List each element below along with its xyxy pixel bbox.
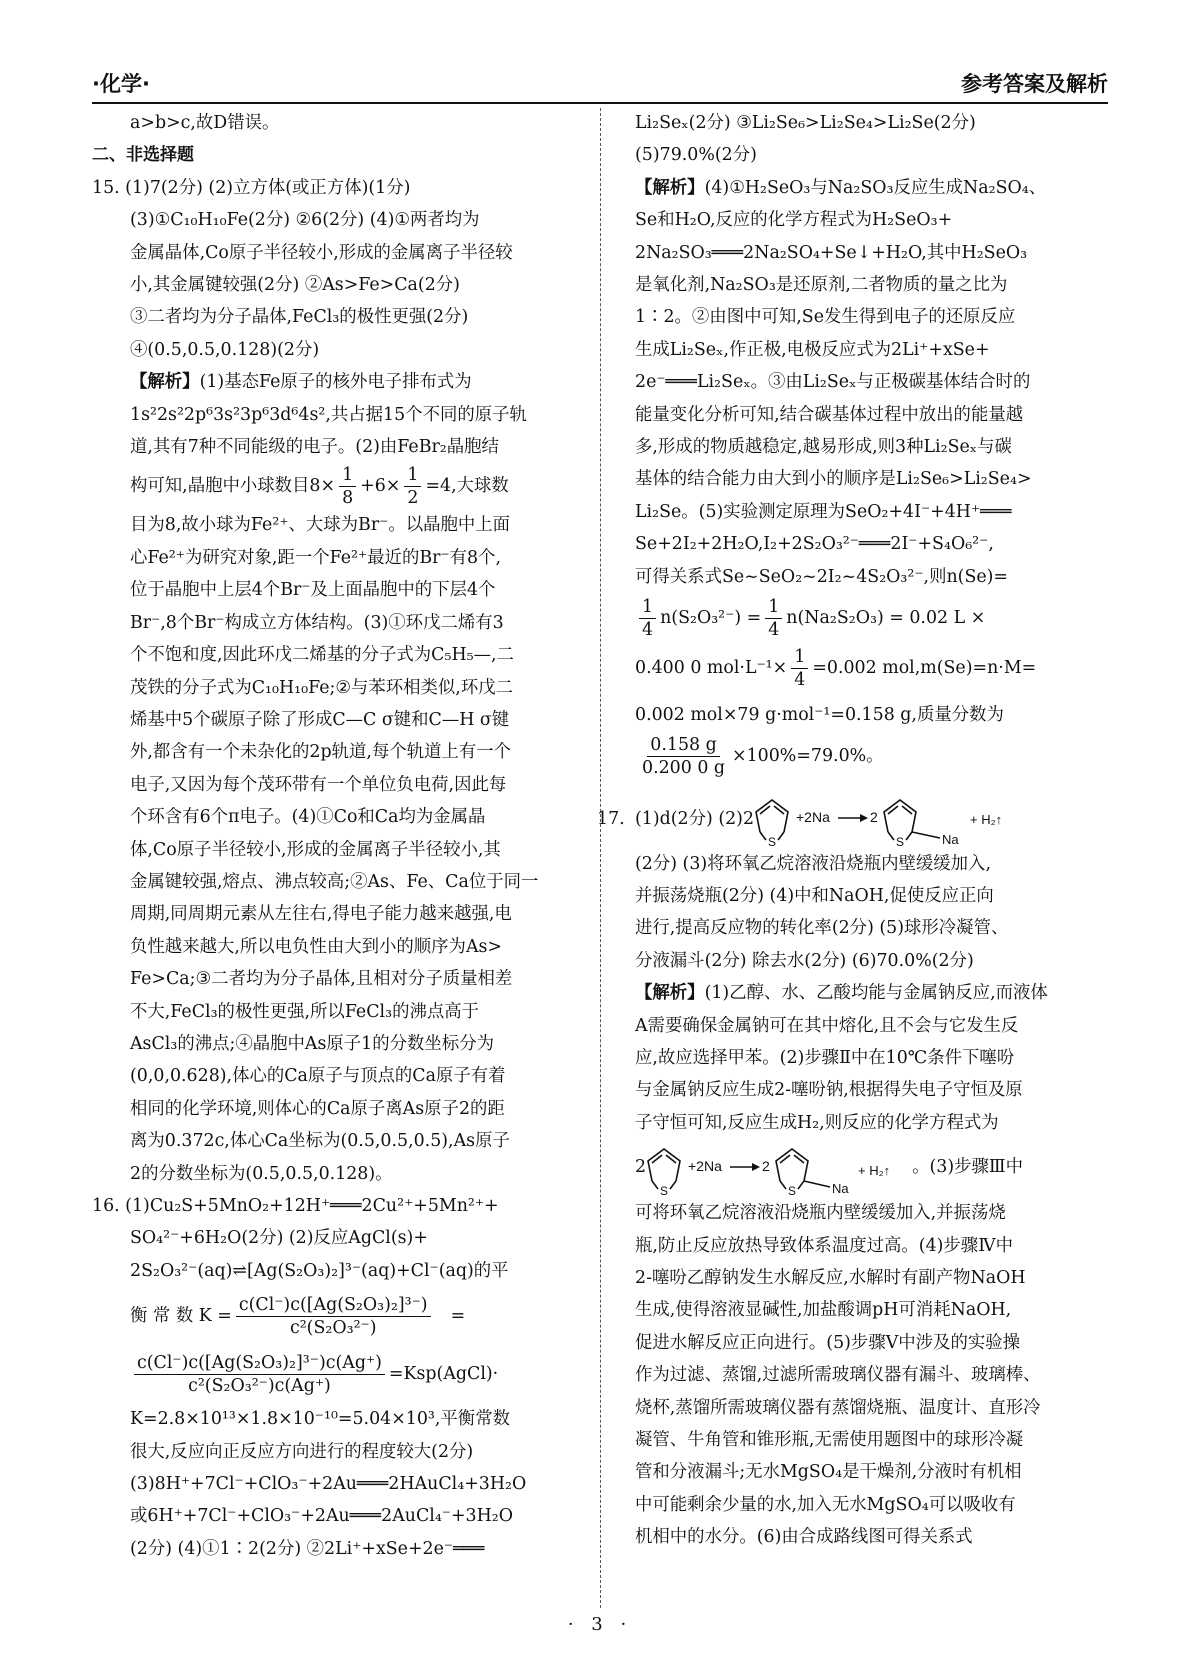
page-header — [92, 64, 1108, 104]
analysis-line: 离为0.372c,体心Ca坐标为(0.5,0.5,0.5),As原子 — [130, 1131, 510, 1152]
text-fragment: 0.400 0 mol·L⁻¹× — [635, 657, 788, 678]
analysis-line: 应,故应选择甲苯。(2)步骤Ⅱ中在10℃条件下噻吩 — [635, 1047, 1015, 1068]
q16-answers — [92, 1190, 565, 1565]
analysis-line: 与金属钠反应生成2-噻吩钠,根据得失电子守恒及原 — [635, 1080, 1023, 1101]
analysis-tag: 【解析】 — [130, 372, 200, 393]
text-fragment: 构可知,晶胞中小球数目8× — [130, 476, 336, 497]
analysis-line: 1s²2s²2p⁶3s²3p⁶3d⁶4s²,共占据15个不同的原子轨 — [130, 404, 527, 425]
q16-line: Li₂Seₓ(2分) ③Li₂Se₆>Li₂Se₄>Li₂Se(2分) — [635, 113, 976, 133]
fraction — [791, 646, 808, 691]
answer-key-title: 参考答案及解析 — [961, 72, 1108, 96]
text-fragment: = — [450, 1306, 466, 1327]
product-coefficient: 2 — [762, 1158, 770, 1175]
column-divider — [600, 108, 601, 1608]
analysis-line: 2的分数坐标为(0.5,0.5,0.128)。 — [130, 1163, 393, 1184]
numerator: 1 — [639, 596, 656, 619]
fraction — [236, 1294, 431, 1339]
analysis-line: 烯基中5个碳原子除了形成C—C σ键和C—H σ键 — [130, 709, 510, 730]
hydrogen-gas: + H₂↑ — [858, 1163, 891, 1179]
analysis-line: 2e⁻═══Li₂Seₓ。③由Li₂Seₓ与正极碳基体结合时的 — [635, 372, 1031, 393]
page-number: · 3 · — [567, 1614, 633, 1635]
numerator: 1 — [791, 646, 808, 669]
sulfur-label: S — [788, 1184, 797, 1198]
fraction — [639, 734, 728, 779]
q17-line: 并振荡烧瓶(2分) (4)中和NaOH,促使反应正向 — [635, 885, 994, 906]
text-fragment: (1)d(2分) (2)2 — [635, 809, 755, 830]
analysis-line: 个环含有6个π电子。(4)①Co和Ca均为金属晶 — [130, 807, 486, 828]
analysis-line: 凝管、牛角管和锥形瓶,无需使用题图中的球形冷凝 — [635, 1430, 1024, 1450]
numerator: 1 — [339, 464, 356, 487]
q15-fraction-line — [92, 463, 565, 509]
denominator: c²(S₂O₃²⁻)c(Ag⁺) — [188, 1375, 331, 1396]
q16-line: 2S₂O₃²⁻(aq)⇌[Ag(S₂O₃)₂]³⁻(aq)+Cl⁻(aq)的平 — [130, 1260, 509, 1281]
analysis-line: 目为8,故小球为Fe²⁺、大球为Br⁻。以晶胞中上面 — [130, 515, 511, 536]
analysis-tag: 【解析】 — [635, 983, 705, 1004]
q16-line: SO₄²⁻+6H₂O(2分) (2)反应AgCl(s)+ — [130, 1228, 428, 1249]
analysis-line: Se和H₂O,反应的化学方程式为H₂SeO₃+ — [635, 210, 953, 231]
fraction — [765, 596, 782, 641]
analysis-text: (1)乙醇、水、乙酸均能与金属钠反应,而液体 — [704, 983, 1048, 1004]
analysis-line: 个不饱和度,因此环戊二烯基的分子式为C₅H₅—,二 — [130, 645, 514, 666]
q15-line: (3)①C₁₀H₁₀Fe(2分) ②6(2分) (4)①两者均为 — [130, 210, 480, 231]
analysis-line: 相同的化学环境,则体心的Ca原子离As原子2的距 — [130, 1098, 505, 1119]
analysis-line: 体,Co原子半径较小,形成的金属离子半径较小,其 — [130, 839, 501, 860]
q15-line: 15. (1)7(2分) (2)立方体(或正方体)(1分) — [92, 177, 411, 198]
fraction — [339, 464, 356, 509]
denominator: 4 — [794, 669, 806, 690]
denominator: 4 — [768, 619, 780, 640]
analysis-line: (0,0,0.628),体心的Ca原子与顶点的Ca原子有着 — [130, 1066, 506, 1087]
q16-line: K=2.8×10¹³×1.8×10⁻¹⁰=5.04×10³,平衡常数 — [130, 1409, 510, 1430]
denominator: 8 — [342, 487, 354, 508]
reaction-arrow — [730, 1163, 760, 1171]
analysis-line: 机相中的水分。(6)由合成路线图可得关系式 — [635, 1527, 973, 1548]
analysis-line: Li₂Se。(5)实验测定原理为SeO₂+4I⁻+4H⁺═══ — [635, 501, 1012, 522]
product-coefficient: 2 — [870, 808, 878, 825]
sodium-label: Na — [832, 1181, 849, 1197]
q16-line: (2分) (4)①1∶2(2分) ②2Li⁺+xSe+2e⁻═══ — [130, 1538, 485, 1559]
analysis-line: 是氧化剂,Na₂SO₃是还原剂,二者物质的量之比为 — [635, 275, 1008, 296]
q16-line: 16. (1)Cu₂S+5MnO₂+12H⁺═══2Cu²⁺+5Mn²⁺+ — [92, 1196, 499, 1216]
analysis-tag: 【解析】 — [635, 177, 705, 198]
analysis-line: 金属键较强,熔点、沸点较高;②As、Fe、Ca位于同一 — [130, 871, 539, 892]
q16-line: 很大,反应向正反应方向进行的程度较大(2分) — [130, 1441, 474, 1462]
denominator: 0.200 0 g — [642, 758, 726, 778]
denominator: c²(S₂O₃²⁻) — [289, 1317, 377, 1338]
hydrogen-gas: + H₂↑ — [970, 811, 1003, 827]
numerator: c(Cl⁻)c([Ag(S₂O₃)₂]³⁻)c(Ag⁺) — [134, 1352, 385, 1375]
q17-equation-line — [635, 1139, 1108, 1197]
analysis-line: 生成,使得溶液显碱性,加盐酸调pH可消耗NaOH, — [635, 1300, 1012, 1321]
q16-analysis — [635, 172, 1108, 782]
analysis-line: 瓶,防止反应放热导致体系温度过高。(4)步骤Ⅳ中 — [635, 1235, 1013, 1256]
fraction — [639, 596, 656, 641]
analysis-text: (1)基态Fe原子的核外电子排布式为 — [199, 372, 472, 393]
q15-line: 金属晶体,Co原子半径较小,形成的金属离子半径较 — [130, 242, 513, 263]
analysis-line: 基体的结合能力由大到小的顺序是Li₂Se₆>Li₂Se₄> — [635, 469, 1032, 490]
question-number: 17. — [597, 809, 625, 830]
sulfur-label: S — [896, 834, 905, 848]
sodium-label: Na — [942, 831, 959, 847]
analysis-line: 负性越来越大,所以电负性由大到小的顺序为As> — [130, 936, 503, 957]
text-fragment: n(S₂O₃²⁻) = — [660, 607, 762, 628]
sodium-reagent: +2Na — [688, 1158, 722, 1175]
analysis-line: 位于晶胞中上层4个Br⁻及上面晶胞中的下层4个 — [130, 580, 496, 601]
analysis-line: 不大,FeCl₃的极性更强,所以FeCl₃的沸点高于 — [130, 1001, 480, 1022]
text-fragment: 。(3)步骤Ⅲ中 — [912, 1156, 1024, 1177]
q15-line: ③二者均为分子晶体,FeCl₃的极性更强(2分) — [130, 307, 469, 328]
q15-line: ④(0.5,0.5,0.128)(2分) — [130, 339, 320, 360]
analysis-line: 心Fe²⁺为研究对象,距一个Fe²⁺最近的Br⁻有8个, — [130, 547, 501, 568]
analysis-line: 促进水解反应正向进行。(5)步骤Ⅴ中涉及的实验操 — [635, 1332, 1021, 1353]
thiophene-reaction-scheme — [646, 1141, 912, 1197]
text-fragment: =Ksp(AgCl)· — [388, 1364, 499, 1385]
fraction — [134, 1352, 385, 1397]
analysis-line: 多,形成的物质越稳定,越易形成,则3种Li₂Seₓ与碳 — [635, 437, 1012, 458]
numerator: 1 — [404, 464, 421, 487]
analysis-line: Br⁻,8个Br⁻构成立方体结构。(3)①环戊二烯有3 — [130, 612, 504, 633]
analysis-line: 管和分液漏斗;无水MgSO₄是干燥剂,分液时有机相 — [635, 1462, 1022, 1483]
thiophene-sodium-structure — [884, 800, 940, 840]
analysis-line: AsCl₃的沸点;④晶胞中As原子1的分数坐标分为 — [130, 1033, 494, 1054]
analysis-line: 道,其有7种不同能级的电子。(2)由FeBr₂晶胞结 — [130, 437, 499, 458]
text-fragment: 衡 常 数 K = — [130, 1306, 232, 1327]
thiophene-structure — [756, 800, 788, 840]
text-fragment: =0.002 mol,m(Se)=n·M= — [812, 657, 1037, 678]
text-fragment: =4,大球数 — [425, 476, 509, 497]
right-column — [597, 107, 1108, 1554]
sulfur-label: S — [660, 1184, 669, 1198]
analysis-line: 外,都含有一个未杂化的2p轨道,每个轨道上有一个 — [130, 742, 512, 763]
numerator: c(Cl⁻)c([Ag(S₂O₃)₂]³⁻) — [236, 1294, 431, 1317]
q17-analysis — [635, 977, 1108, 1554]
q15-line: 小,其金属键较强(2分) ②As>Fe>Ca(2分) — [130, 275, 460, 296]
analysis-line: A需要确保金属钠可在其中熔化,且不会与它发生反 — [635, 1015, 1019, 1036]
subject-label: ·化学· — [92, 72, 150, 96]
analysis-line: 2-噻吩乙醇钠发生水解反应,水解时有副产物NaOH — [635, 1267, 1026, 1288]
analysis-line: 2Na₂SO₃═══2Na₂SO₄+Se↓+H₂O,其中H₂SeO₃ — [635, 242, 1028, 263]
analysis-line: 可得关系式Se~SeO₂~2I₂~4S₂O₃²⁻,则n(Se)= — [635, 566, 1009, 587]
q15-answers — [92, 172, 565, 366]
q17-line: (2分) (3)将环氧乙烷溶液沿烧瓶内壁缓缓加入, — [635, 853, 991, 874]
reaction-arrow — [838, 814, 868, 822]
q16-line: 或6H⁺+7Cl⁻+ClO₃⁻+2Au═══2AuCl₄⁻+3H₂O — [130, 1506, 514, 1527]
thiophene-sodium-structure — [776, 1149, 830, 1189]
denominator: 4 — [642, 619, 654, 640]
analysis-text: (4)①H₂SeO₃与Na₂SO₃反应生成Na₂SO₄、 — [704, 177, 1047, 198]
analysis-line: 生成Li₂Seₓ,作正极,电极反应式为2Li⁺+xSe+ — [635, 339, 990, 360]
sulfur-label: S — [768, 834, 777, 848]
analysis-line: 周期,同周期元素从左往右,得电子能力越来越强,电 — [130, 904, 512, 925]
section-heading: 二、非选择题 — [92, 145, 194, 166]
q16-k-line — [92, 1287, 565, 1345]
equation-coefficient: 2 — [635, 1156, 647, 1177]
analysis-line: 可将环氧乙烷溶液沿烧瓶内壁缓缓加入,并振荡烧 — [635, 1203, 1006, 1224]
left-column — [92, 107, 565, 1565]
analysis-line: Fe>Ca;③二者均为分子晶体,且相对分子质量相差 — [130, 969, 513, 990]
analysis-line: Se+2I₂+2H₂O,I₂+2S₂O₃²⁻═══2I⁻+S₄O₆²⁻, — [635, 534, 994, 555]
analysis-line: 能量变化分析可知,结合碳基体过程中放出的能量越 — [635, 404, 1024, 425]
numerator: 0.158 g — [647, 734, 719, 757]
q16-fraction-line — [635, 643, 1108, 693]
q17-answers — [597, 792, 1108, 978]
q17-line: 分液漏斗(2分) 除去水(2分) (6)70.0%(2分) — [635, 950, 974, 971]
thiophene-structure — [648, 1149, 680, 1189]
denominator: 2 — [407, 487, 419, 508]
numerator: 1 — [765, 596, 782, 619]
analysis-line: 电子,又因为每个茂环带有一个单位负电荷,因此每 — [130, 774, 507, 795]
analysis-line: 1∶2。②由图中可知,Se发生得到电子的还原反应 — [635, 307, 1016, 328]
text-fragment: n(Na₂S₂O₃) = 0.02 L × — [786, 607, 986, 628]
analysis-line: 茂铁的分子式为C₁₀H₁₀Fe;②与苯环相类似,环戊二 — [130, 677, 513, 698]
text-fragment: ×100%=79.0%。 — [732, 746, 884, 767]
analysis-line: 0.002 mol×79 g·mol⁻¹=0.158 g,质量分数为 — [635, 705, 1004, 726]
text-fragment: +6× — [360, 476, 401, 497]
analysis-line: 作为过滤、蒸馏,过滤所需玻璃仪器有漏斗、玻璃棒、 — [635, 1365, 1041, 1386]
fraction — [404, 464, 421, 509]
q17-first-line — [597, 792, 1108, 848]
intro-line: a>b>c,故D错误。 — [130, 113, 280, 133]
q15-analysis — [92, 366, 565, 1190]
analysis-line: 子守恒可知,反应生成H₂,则反应的化学方程式为 — [635, 1112, 999, 1133]
q16-fraction-line — [635, 593, 1108, 643]
sodium-reagent: +2Na — [796, 808, 830, 825]
q16-ksp-line — [92, 1345, 565, 1403]
q16-line: (5)79.0%(2分) — [635, 145, 757, 166]
q16-line: (3)8H⁺+7Cl⁻+ClO₃⁻+2Au═══2HAuCl₄+3H₂O — [130, 1474, 527, 1495]
thiophene-reaction-scheme — [754, 792, 1044, 848]
q17-line: 进行,提高反应物的转化率(2分) (5)球形冷凝管、 — [635, 918, 1009, 939]
q16-percent-line — [635, 732, 1108, 782]
analysis-line: 烧杯,蒸馏所需玻璃仪器有蒸馏烧瓶、温度计、直形冷 — [635, 1397, 1041, 1418]
analysis-line: 中可能剩余少量的水,加入无水MgSO₄可以吸收有 — [635, 1494, 1016, 1515]
